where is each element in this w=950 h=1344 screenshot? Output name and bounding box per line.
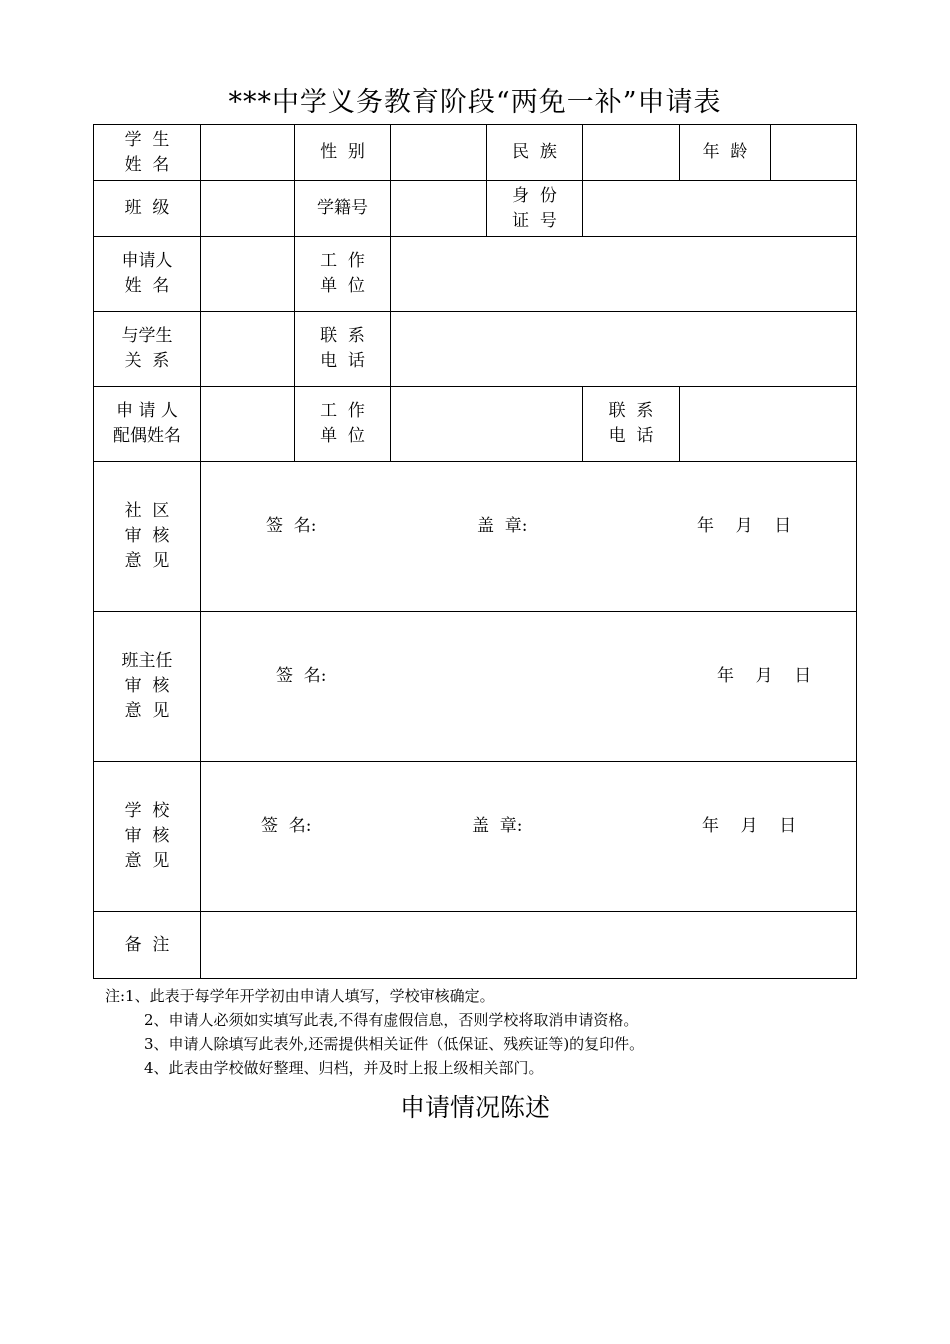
spouse-work-unit-field[interactable] — [391, 387, 583, 462]
note-item: 3、申请人除填写此表外,还需提供相关证件（低保证、残疾证等)的复印件。 — [144, 1035, 645, 1053]
id-card-label-cell — [487, 181, 583, 237]
id-card-field[interactable] — [583, 181, 856, 237]
school-sign-label: 签 名: — [261, 816, 312, 836]
class-label: 班 级 — [124, 198, 170, 218]
school-review-label-cell — [94, 762, 201, 912]
spouse-work-unit-label-cell — [295, 387, 391, 462]
id-card-label: 身 份 证 号 — [512, 185, 557, 231]
applicant-name-label-cell — [94, 237, 201, 312]
spouse-name-label: 申 请 人 配偶姓名 — [113, 401, 181, 446]
form-notes — [105, 984, 644, 1080]
applicant-work-unit-label: 工 作 单 位 — [320, 251, 365, 296]
student-name-label: 学 生 姓 名 — [124, 129, 170, 175]
student-id-label-cell — [295, 181, 391, 237]
gender-field[interactable] — [391, 125, 487, 181]
student-id-field[interactable] — [391, 181, 487, 237]
community-review-label: 社 区 审 核 意 见 — [124, 501, 170, 571]
community-review-label-cell — [94, 462, 201, 612]
school-stamp-label: 盖 章: — [472, 816, 523, 836]
ethnicity-field[interactable] — [583, 125, 680, 181]
remarks-label-cell — [94, 912, 201, 978]
age-label-cell — [680, 125, 771, 181]
community-date-label: 年 月 日 — [697, 516, 792, 536]
spouse-name-label-cell — [94, 387, 201, 462]
student-name-label-cell — [94, 125, 201, 181]
student-id-label: 学籍号 — [317, 198, 368, 218]
class-field[interactable] — [201, 181, 295, 237]
teacher-review-label-cell — [94, 612, 201, 762]
applicant-phone-field[interactable] — [391, 312, 856, 387]
community-review-field[interactable] — [201, 462, 856, 612]
spouse-phone-label: 联 系 电 话 — [608, 401, 654, 446]
spouse-work-unit-label: 工 作 单 位 — [320, 401, 365, 446]
age-label: 年 龄 — [702, 142, 748, 162]
spouse-phone-field[interactable] — [680, 387, 856, 462]
school-date-label: 年 月 日 — [702, 816, 797, 836]
relation-label-cell — [94, 312, 201, 387]
application-form-table — [93, 124, 857, 979]
applicant-phone-label-cell — [295, 312, 391, 387]
ethnicity-label-cell — [487, 125, 583, 181]
note-item: 注:1、此表于每学年开学初由申请人填写，学校审核确定。 — [105, 987, 495, 1005]
relation-field[interactable] — [201, 312, 295, 387]
school-review-label: 学 校 审 核 意 见 — [124, 801, 170, 871]
ethnicity-label: 民 族 — [512, 142, 557, 162]
teacher-review-label: 班主任 审 核 意 见 — [121, 651, 173, 721]
applicant-phone-label: 联 系 电 话 — [320, 326, 365, 371]
form-title: ***中学义务教育阶段“两免一补”申请表 — [228, 87, 722, 118]
spouse-name-field[interactable] — [201, 387, 295, 462]
remarks-field[interactable] — [201, 912, 856, 978]
applicant-name-label: 申请人 姓 名 — [121, 251, 173, 296]
applicant-name-field[interactable] — [201, 237, 295, 312]
remarks-label: 备 注 — [124, 934, 170, 955]
note-item: 2、申请人必须如实填写此表,不得有虚假信息，否则学校将取消申请资格。 — [144, 1011, 639, 1029]
statement-heading: 申请情况陈述 — [399, 1093, 550, 1122]
relation-label: 与学生 关 系 — [121, 326, 173, 371]
gender-label: 性 别 — [320, 142, 365, 162]
class-label-cell — [94, 181, 201, 237]
community-sign-label: 签 名: — [266, 516, 317, 536]
community-stamp-label: 盖 章: — [477, 516, 528, 536]
applicant-work-unit-label-cell — [295, 237, 391, 312]
gender-label-cell — [295, 125, 391, 181]
spouse-phone-label-cell — [583, 387, 680, 462]
student-name-field[interactable] — [201, 125, 295, 181]
school-review-field[interactable] — [201, 762, 856, 912]
note-item: 4、此表由学校做好整理、归档，并及时上报上级相关部门。 — [144, 1059, 544, 1077]
applicant-work-unit-field[interactable] — [391, 237, 856, 312]
age-field[interactable] — [771, 125, 856, 181]
teacher-date-label: 年 月 日 — [717, 666, 812, 686]
teacher-sign-label: 签 名: — [276, 666, 327, 686]
teacher-review-field[interactable] — [201, 612, 856, 762]
